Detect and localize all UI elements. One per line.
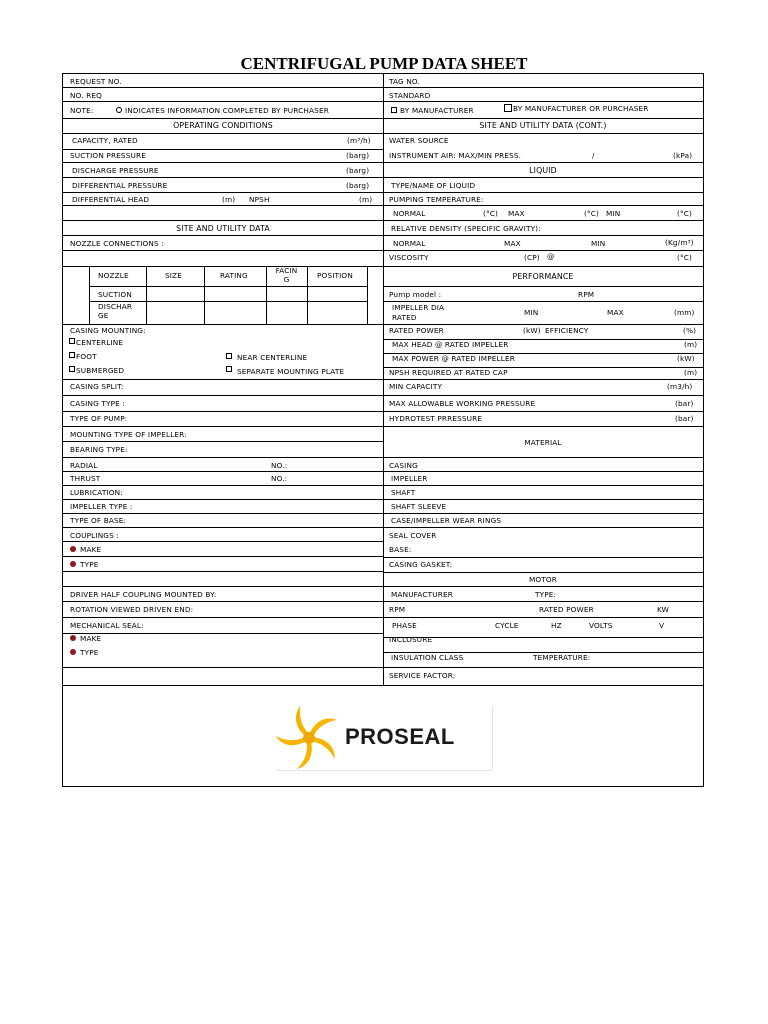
submerged-label: SUBMERGED — [76, 366, 125, 375]
row-line — [63, 266, 383, 267]
near-centerline-checkbox[interactable] — [226, 353, 232, 359]
foot-checkbox[interactable] — [69, 352, 75, 358]
type-of-pump-label: TYPE OF PUMP: — [70, 414, 128, 423]
row-line — [383, 557, 703, 558]
unit-pct: (%) — [683, 326, 697, 335]
proseal-swirl-icon — [276, 706, 342, 770]
nozzle-table-col — [307, 266, 308, 324]
row-line — [63, 87, 703, 88]
v-label: V — [659, 621, 665, 630]
phase-label: PHASE — [392, 621, 417, 630]
separate-plate-label: SEPARATE MOUNTING PLATE — [237, 367, 345, 376]
unit-barg: (barg) — [346, 166, 370, 175]
proseal-logo — [276, 706, 493, 771]
row-line — [63, 441, 383, 442]
min-label: MIN — [591, 239, 606, 248]
row-line — [63, 205, 703, 206]
row-line — [383, 286, 703, 287]
unit-barg: (barg) — [346, 151, 370, 160]
proseal-logo-text: PROSEAL — [345, 724, 455, 749]
max-head-label: MAX HEAD @ RATED IMPELLER — [392, 340, 509, 349]
centerline-checkbox[interactable] — [69, 338, 75, 344]
motor-rpm-label: RPM — [389, 605, 406, 614]
suction-pressure-label: SUCTION PRESSURE — [70, 151, 146, 160]
unit-bar: (bar) — [675, 414, 694, 423]
seal-cover-label: SEAL COVER — [389, 531, 437, 540]
row-line — [63, 527, 703, 528]
unit-c: (°C) — [584, 209, 600, 218]
pumping-temp-label: PUMPING TEMPERATURE: — [389, 195, 484, 204]
max-power-label: MAX POWER @ RATED IMPELLER — [392, 354, 515, 363]
row-line — [63, 220, 703, 221]
motor-rated-power-label: RATED POWER — [539, 605, 594, 614]
seal-make-label: MAKE — [80, 634, 102, 643]
max-label: MAX — [504, 239, 521, 248]
radial-no-label: NO.: — [271, 461, 288, 470]
row-line — [63, 177, 703, 178]
row-line — [63, 118, 703, 119]
row-line — [63, 457, 703, 458]
shaft-material-label: SHAFT — [391, 488, 416, 497]
pump-model-label: Pump model : — [389, 290, 442, 299]
max-label: MAX — [508, 209, 525, 218]
lubrication-label: LUBRICATION: — [70, 488, 123, 497]
rated-power-label: RATED POWER — [389, 326, 444, 335]
type-liquid-label: TYPE/NAME OF LIQUID — [391, 181, 476, 190]
service-factor-label: SERVICE FACTOR: — [389, 671, 456, 680]
unit-kw-motor: KW — [657, 605, 670, 614]
note-mfr-or-purchaser-text: BY MANUFACTURER OR PURCHASER — [513, 104, 649, 113]
bearing-type-label: BEARING TYPE: — [70, 445, 128, 454]
couplings-label: COUPLINGS : — [70, 531, 119, 540]
nozzle-table-line — [89, 286, 367, 287]
row-line — [63, 601, 703, 602]
manufacturer-box-icon — [391, 107, 397, 113]
no-req-label: NO. REQ — [70, 91, 103, 100]
normal-label: NORMAL — [393, 239, 426, 248]
row-line — [63, 617, 703, 618]
nozzle-col-header: NOZZLE — [98, 271, 129, 280]
bullet-icon — [70, 635, 76, 641]
temperature-label: TEMPERATURE: — [533, 653, 591, 662]
row-line — [63, 586, 703, 587]
section-operating-conditions: OPERATING CONDITIONS — [173, 121, 273, 130]
purchaser-circle-icon — [116, 107, 122, 113]
casing-mounting-label: CASING MOUNTING: — [70, 326, 146, 335]
bullet-icon — [70, 649, 76, 655]
min-label: MIN — [606, 209, 621, 218]
rotation-label: ROTATION VIEWED DRIVEN END: — [70, 605, 194, 614]
bullet-icon — [70, 546, 76, 552]
wear-rings-label: CASE/IMPELLER WEAR RINGS — [391, 516, 502, 525]
unit-m: (m) — [222, 195, 236, 204]
note-manufacturer-text: BY MANUFACTURER — [400, 106, 474, 115]
nozzle-connections-label: NOZZLE CONNECTIONS : — [70, 239, 164, 248]
section-site-utility: SITE AND UTILITY DATA — [176, 224, 270, 233]
row-line — [63, 685, 703, 686]
motor-type-label: TYPE: — [535, 590, 557, 599]
nozzle-table-left — [89, 266, 90, 324]
thrust-label: THRUST — [70, 474, 101, 483]
differential-head-label: DIFFERENTIAL HEAD — [72, 195, 150, 204]
max-label: MAX — [607, 308, 624, 317]
impeller-material-label: IMPELLER — [391, 474, 428, 483]
row-line — [383, 572, 703, 573]
row-line — [63, 395, 703, 396]
rpm-label: RPM — [578, 290, 595, 299]
section-performance: PERFORMANCE — [512, 272, 574, 281]
cycle-label: CYCLE — [495, 621, 519, 630]
casing-material-label: CASING — [389, 461, 418, 470]
suction-nozzle-label: SUCTION — [98, 290, 132, 299]
water-source-label: WATER SOURCE — [389, 136, 449, 145]
unit-barg: (barg) — [346, 181, 370, 190]
row-line — [63, 556, 383, 557]
discharge-pressure-label: DISCHARGE PRESSURE — [72, 166, 159, 175]
unit-kpa: (kPa) — [673, 151, 693, 160]
hydrotest-label: HYDROTEST PRRESSURE — [389, 414, 483, 423]
inclosure-label: INCLOSURE — [389, 635, 433, 644]
request-no-label: REQUEST NO. — [70, 77, 122, 86]
tag-no-label: TAG NO. — [389, 77, 421, 86]
casing-split-label: CASING SPLIT: — [70, 382, 124, 391]
thrust-no-label: NO.: — [271, 474, 288, 483]
efficiency-label: EFFICIENCY — [545, 326, 589, 335]
npsh-label: NPSH — [249, 195, 270, 204]
casing-type-label: CASING TYPE : — [70, 399, 125, 408]
unit-cp: (CP) — [524, 253, 540, 262]
row-line — [63, 101, 703, 102]
casing-gasket-label: CASING GASKET: — [389, 560, 453, 569]
row-line — [63, 571, 383, 572]
coupling-type-label: TYPE — [80, 560, 99, 569]
seal-type-label: TYPE — [80, 648, 99, 657]
type-of-base-label: TYPE OF BASE: — [70, 516, 127, 525]
base-material-label: BASE: — [389, 545, 412, 554]
max-allowable-label: MAX ALLOWABLE WORKING PRESSURE — [389, 399, 536, 408]
hz-label: HZ — [551, 621, 562, 630]
manufacturer-label: MANUFACTURER — [391, 590, 453, 599]
unit-c: (°C) — [677, 209, 693, 218]
section-site-utility-cont: SITE AND UTILITY DATA (CONT.) — [479, 121, 607, 130]
row-line — [63, 324, 703, 325]
note-label: NOTE: — [70, 106, 94, 115]
page-title: CENTRIFUGAL PUMP DATA SHEET — [240, 54, 528, 73]
volts-label: VOLTS — [589, 621, 613, 630]
near-centerline-label: NEAR CENTERLINE — [237, 353, 308, 362]
at-sign: @ — [547, 252, 555, 261]
unit-m: (m) — [684, 340, 698, 349]
section-liquid: LIQUID — [529, 166, 557, 175]
unit-kw: (kW) — [677, 354, 695, 363]
mounting-impeller-label: MOUNTING TYPE OF IMPELLER: — [70, 430, 187, 439]
row-line — [63, 485, 703, 486]
row-line — [63, 541, 383, 542]
data-sheet-form — [62, 73, 704, 787]
driver-half-label: DRIVER HALF COUPLING MOUNTED BY: — [70, 590, 217, 599]
unit-c: (°C) — [483, 209, 499, 218]
differential-pressure-label: DIFFERENTIAL PRESSURE — [72, 181, 168, 190]
nozzle-table-col — [204, 266, 205, 324]
unit-bar: (bar) — [675, 399, 694, 408]
row-line — [63, 426, 703, 427]
row-line — [63, 499, 703, 500]
mfr-or-purchaser-box-icon — [504, 104, 512, 112]
unit-m: (m) — [359, 195, 373, 204]
unit-c: (°C) — [677, 253, 693, 262]
row-line — [383, 192, 703, 193]
slash-separator: / — [592, 151, 595, 160]
row-line — [63, 513, 703, 514]
row-line — [383, 250, 703, 251]
nozzle-table-col — [367, 266, 368, 324]
rated-label: RATED — [392, 313, 417, 322]
row-line — [63, 633, 383, 634]
shaft-sleeve-label: SHAFT SLEEVE — [391, 502, 447, 511]
nozzle-table-col — [146, 266, 147, 324]
centerline-label: CENTERLINE — [76, 338, 124, 347]
impeller-dia-label: IMPELLER DIA — [392, 303, 445, 312]
bullet-icon — [70, 561, 76, 567]
facing-col-header: FACIN G — [275, 266, 298, 284]
radial-label: RADIAL — [70, 461, 98, 470]
separate-plate-checkbox[interactable] — [226, 366, 232, 372]
min-capacity-label: MIN CAPACITY — [389, 382, 443, 391]
row-line — [63, 471, 703, 472]
row-line — [63, 667, 703, 668]
row-line — [383, 266, 703, 267]
instrument-air-label: INSTRUMENT AIR: MAX/MIN PRESS. — [389, 151, 522, 160]
section-motor: MOTOR — [528, 575, 558, 584]
coupling-make-label: MAKE — [80, 545, 102, 554]
insulation-class-label: INSULATION CLASS — [391, 653, 464, 662]
relative-density-label: RELATIVE DENSITY (SPECIFIC GRAVITY): — [391, 224, 541, 233]
row-line — [63, 162, 703, 163]
standard-label: STANDARD — [389, 91, 431, 100]
npsh-required-label: NPSH REQUIRED AT RATED CAP — [389, 368, 508, 377]
row-line — [63, 411, 703, 412]
mechanical-seal-label: MECHANICAL SEAL: — [70, 621, 144, 630]
min-label: MIN — [524, 308, 539, 317]
row-line — [63, 133, 703, 134]
discharge-nozzle-label: DISCHAR GE — [98, 302, 133, 320]
note-purchaser-text: INDICATES INFORMATION COMPLETED BY PURCHASER — [125, 106, 329, 115]
position-col-header: POSITION — [317, 271, 353, 280]
row-line — [63, 250, 383, 251]
unit-mm: (mm) — [674, 308, 695, 317]
impeller-type-label: IMPELLER TYPE : — [70, 502, 133, 511]
unit-m3h: (m³/h) — [347, 136, 371, 145]
unit-kgm3: (Kg/m³) — [665, 238, 694, 247]
unit-m3h: (m3/h) — [667, 382, 693, 391]
unit-m: (m) — [684, 368, 698, 377]
row-line — [383, 301, 703, 302]
size-col-header: SIZE — [165, 271, 182, 280]
foot-label: FOOT — [76, 352, 97, 361]
section-material: MATERIAL — [524, 438, 562, 447]
unit-kw: (kW) — [523, 326, 541, 335]
normal-label: NORMAL — [393, 209, 426, 218]
row-line — [63, 379, 703, 380]
capacity-rated-label: CAPACITY, RATED — [72, 136, 138, 145]
submerged-checkbox[interactable] — [69, 366, 75, 372]
viscosity-label: VISCOSITY — [389, 253, 429, 262]
row-line — [63, 149, 383, 150]
row-line — [63, 235, 703, 236]
rating-col-header: RATING — [220, 271, 248, 280]
